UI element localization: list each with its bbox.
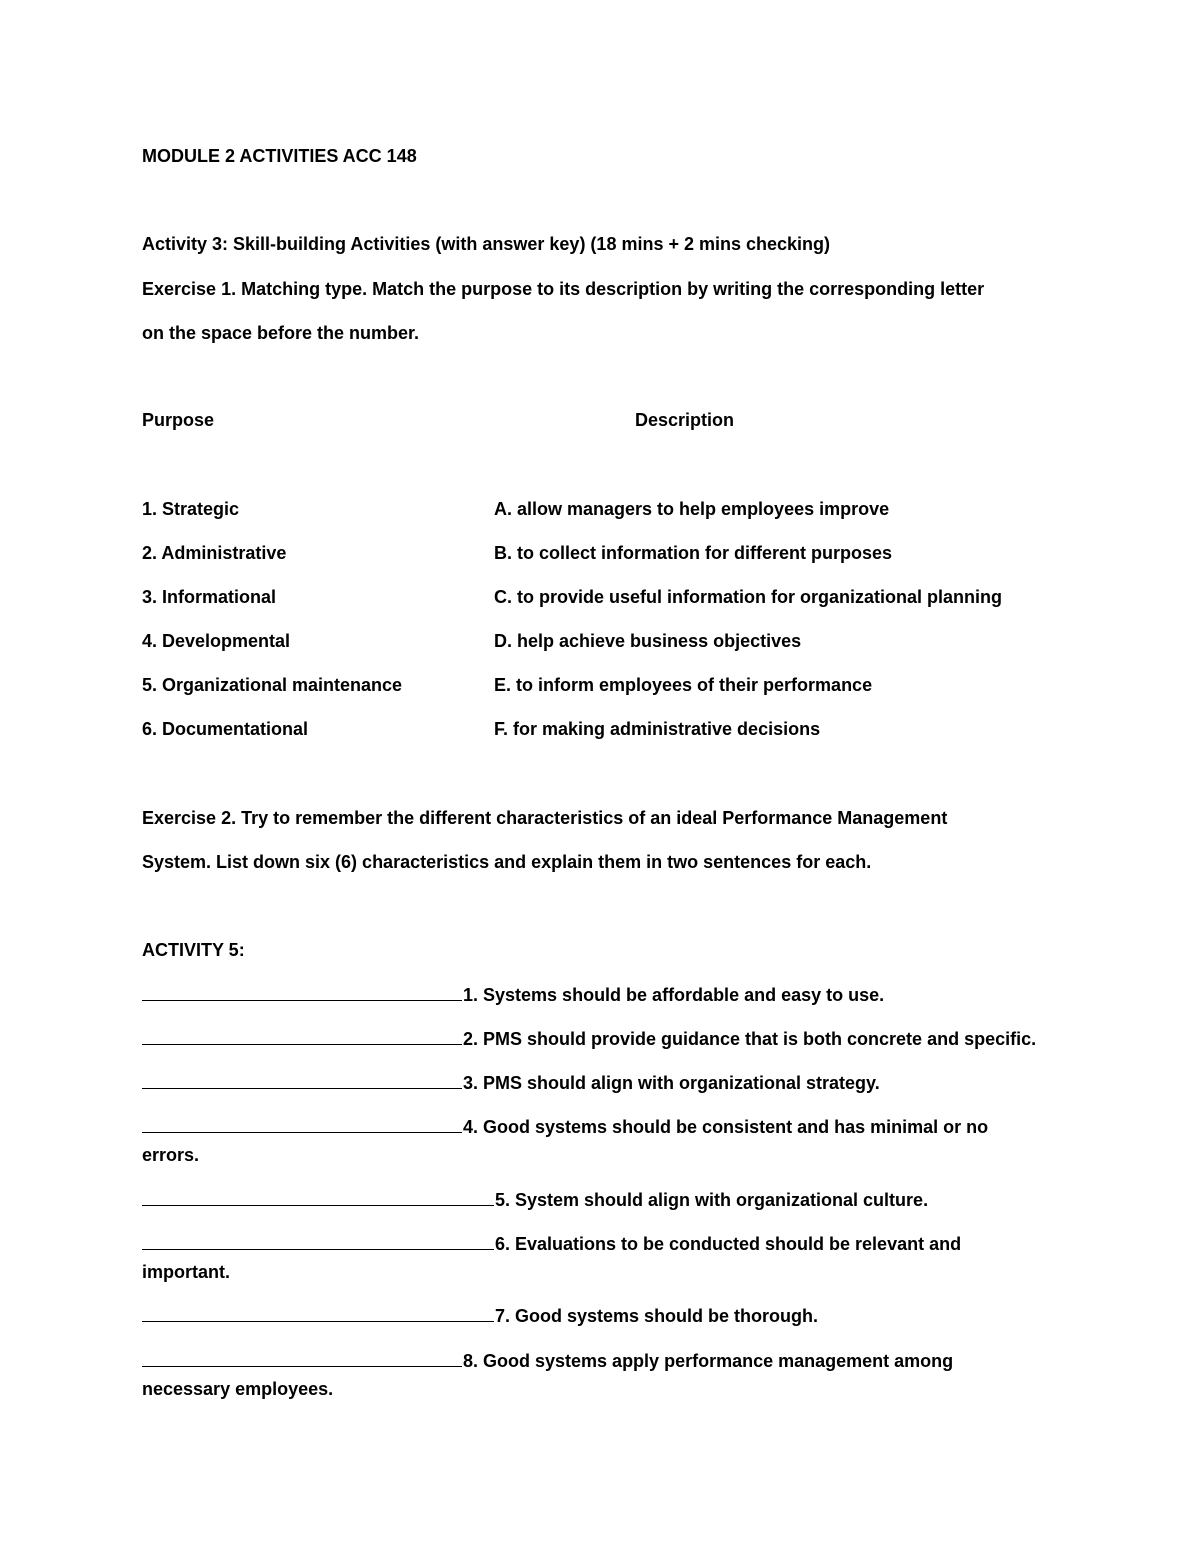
answer-item-text: 8. Good systems apply performance management among <box>463 1351 954 1371</box>
answer-blank[interactable] <box>142 1188 494 1206</box>
answer-item-text: 7. Good systems should be thorough. <box>495 1306 819 1326</box>
answer-item <box>142 1071 880 1094</box>
description-item: F. for making administrative decisions <box>494 719 821 739</box>
answer-item-text: 4. Good systems should be consistent and has minimal or no <box>463 1117 989 1137</box>
activity3-heading: Activity 3: Skill-building Activities (with answer key) (18 mins + 2 mins checking) <box>142 234 831 254</box>
answer-item-text: 2. PMS should provide guidance that is both concrete and specific. <box>463 1029 1037 1049</box>
answer-blank[interactable] <box>142 983 462 1001</box>
answer-blank[interactable] <box>142 1232 494 1250</box>
answer-blank[interactable] <box>142 1071 462 1089</box>
answer-item <box>142 1349 953 1372</box>
exercise1-instructions-line2: on the space before the number. <box>142 323 420 343</box>
answer-blank[interactable] <box>142 1115 462 1133</box>
purpose-item: 2. Administrative <box>142 543 287 563</box>
purpose-item: 1. Strategic <box>142 499 240 519</box>
answer-blank[interactable] <box>142 1027 462 1045</box>
exercise2-instructions-line1: Exercise 2. Try to remember the different characteristics of an ideal Performance Management <box>142 808 948 828</box>
answer-item-continuation: errors. <box>142 1145 200 1165</box>
purpose-column-header: Purpose <box>142 410 215 430</box>
purpose-item: 6. Documentational <box>142 719 309 739</box>
answer-item-text: 3. PMS should align with organizational strategy. <box>463 1073 880 1093</box>
answer-blank[interactable] <box>142 1304 494 1322</box>
answer-item <box>142 1304 818 1327</box>
answer-item <box>142 1027 1036 1050</box>
description-item: D. help achieve business objectives <box>494 631 802 651</box>
document-title: MODULE 2 ACTIVITIES ACC 148 <box>142 146 417 166</box>
description-item: A. allow managers to help employees improve <box>494 499 890 519</box>
description-item: B. to collect information for different purposes <box>494 543 893 563</box>
answer-item <box>142 1188 928 1211</box>
purpose-item: 5. Organizational maintenance <box>142 675 403 695</box>
answer-item-text: 6. Evaluations to be conducted should be relevant and <box>495 1234 962 1254</box>
answer-item <box>142 983 884 1006</box>
answer-item-text: 5. System should align with organizational culture. <box>495 1190 929 1210</box>
exercise1-instructions-line1: Exercise 1. Matching type. Match the purpose to its description by writing the corresponding letter <box>142 279 985 299</box>
purpose-item: 4. Developmental <box>142 631 291 651</box>
exercise2-instructions-line2: System. List down six (6) characteristics and explain them in two sentences for each. <box>142 852 872 872</box>
answer-blank[interactable] <box>142 1349 462 1367</box>
answer-item-continuation: important. <box>142 1262 230 1282</box>
description-item: E. to inform employees of their performance <box>494 675 873 695</box>
answer-item <box>142 1232 961 1255</box>
activity5-heading: ACTIVITY 5: <box>142 940 245 960</box>
purpose-item: 3. Informational <box>142 587 277 607</box>
answer-item <box>142 1115 988 1138</box>
answer-item-text: 1. Systems should be affordable and easy to use. <box>463 985 885 1005</box>
description-column-header: Description <box>635 410 735 430</box>
description-item: C. to provide useful information for organizational planning <box>494 587 1002 607</box>
answer-item-continuation: necessary employees. <box>142 1379 334 1399</box>
